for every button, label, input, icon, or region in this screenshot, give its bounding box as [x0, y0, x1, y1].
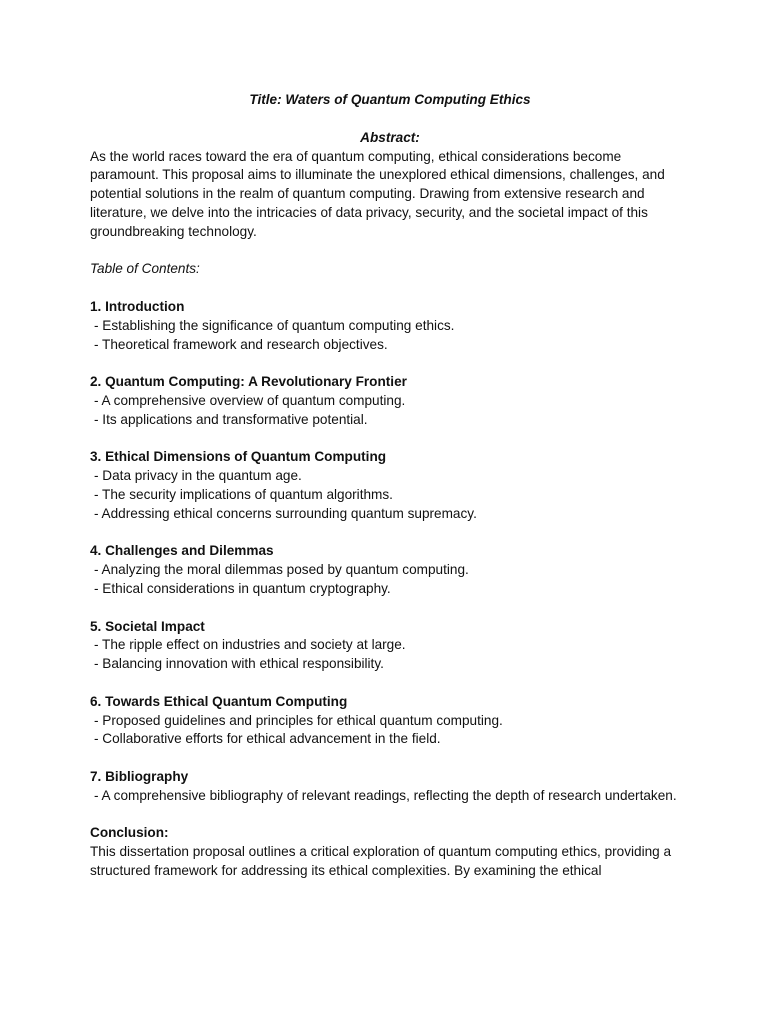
section-bullet: - Ethical considerations in quantum cryptography. [94, 580, 391, 596]
section-title: 6. Towards Ethical Quantum Computing [90, 693, 348, 709]
section-bullet: - Establishing the significance of quantum computing ethics. [94, 317, 455, 333]
toc-section [90, 693, 690, 749]
document-title: Title: Waters of Quantum Computing Ethics [249, 92, 531, 107]
toc-section [90, 542, 690, 598]
toc-section [90, 768, 690, 806]
section-bullet: - Balancing innovation with ethical responsibility. [94, 656, 384, 672]
toc-sections [90, 298, 690, 806]
section-bullet: - The security implications of quantum algorithms. [94, 486, 393, 502]
conclusion-heading: Conclusion: [90, 825, 169, 841]
section-bullet: - Proposed guidelines and principles for ethical quantum computing. [94, 712, 503, 728]
section-title: 2. Quantum Computing: A Revolutionary Frontier [90, 374, 407, 390]
abstract-text: As the world races toward the era of quantum computing, ethical considerations become paramount. This proposal aims to illuminate the unexplored ethical dimensions, challenges, and potential solutions in the realm of quantum computing. Drawing from extensive research and literature, we delve into the intricacies of data privacy, security, and the societal impact of this groundbreaking technology. [90, 148, 665, 239]
section-bullet: - A comprehensive bibliography of relevant readings, reflecting the depth of research undertaken. [94, 787, 677, 803]
toc-heading: Table of Contents: [90, 261, 200, 277]
section-bullet: - Collaborative efforts for ethical advancement in the field. [94, 731, 441, 747]
section-bullet: - Addressing ethical concerns surrounding quantum supremacy. [94, 505, 477, 521]
abstract-heading: Abstract: [360, 129, 420, 145]
section-bullet: - Data privacy in the quantum age. [94, 468, 302, 484]
toc-section [90, 448, 690, 523]
toc-section [90, 618, 690, 674]
section-title: 7. Bibliography [90, 768, 189, 784]
section-bullet: - Analyzing the moral dilemmas posed by quantum computing. [94, 562, 469, 578]
section-bullet: - A comprehensive overview of quantum computing. [94, 392, 406, 408]
section-title: 1. Introduction [90, 298, 185, 314]
conclusion-text: This dissertation proposal outlines a critical exploration of quantum computing ethics, providing a structured framework for addressing its ethical complexities. By examining the ethical [90, 844, 672, 878]
toc-section [90, 298, 690, 354]
section-title: 5. Societal Impact [90, 618, 205, 634]
section-bullet: - Theoretical framework and research objectives. [94, 336, 388, 352]
section-bullet: - The ripple effect on industries and society at large. [94, 637, 406, 653]
document-page [90, 91, 690, 881]
section-title: 3. Ethical Dimensions of Quantum Computing [90, 449, 387, 465]
toc-section [90, 373, 690, 429]
section-title: 4. Challenges and Dilemmas [90, 543, 274, 559]
section-bullet: - Its applications and transformative potential. [94, 411, 368, 427]
